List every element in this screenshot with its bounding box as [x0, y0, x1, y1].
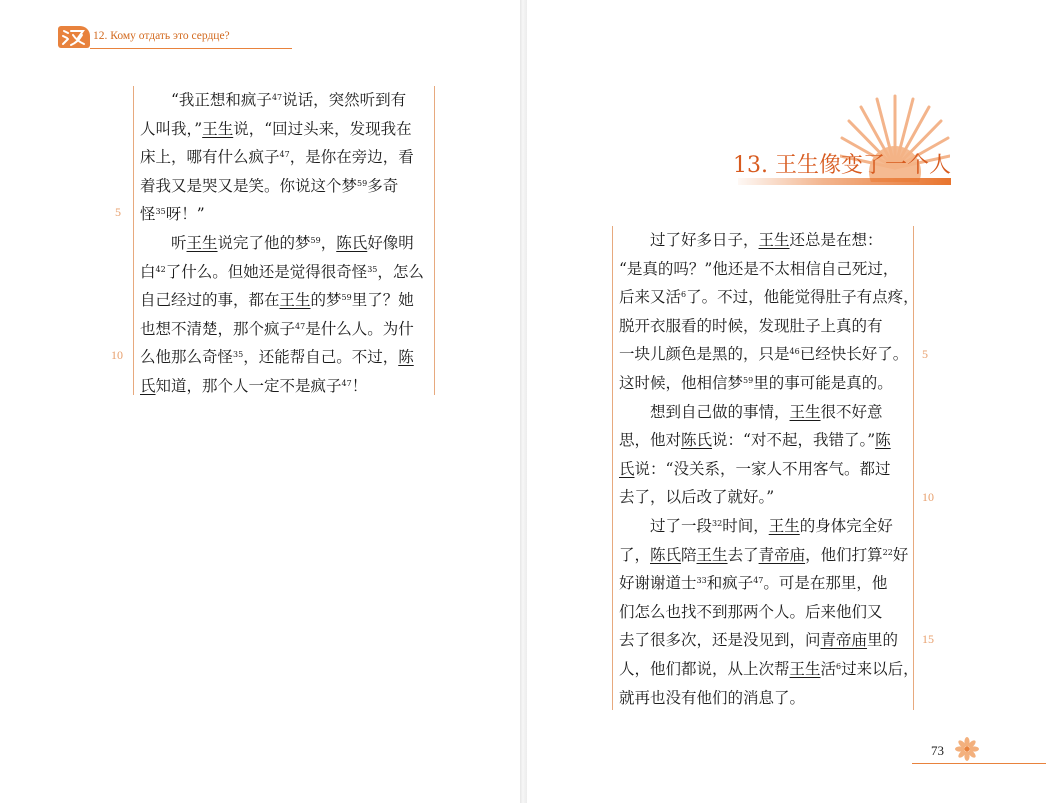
text-run: 了。不过，他能觉得肚子有点疼，: [686, 288, 919, 307]
text-run: 知道，那个人一定不是疯子: [155, 376, 342, 395]
text-run: 呀！”: [165, 205, 205, 224]
text-run: 们怎么也找不到那两个人。后来他们又: [619, 602, 883, 621]
line-number: 10: [922, 490, 934, 504]
text-run: 了什么。但她还是觉得很奇怪: [165, 262, 368, 281]
vocabulary-ref: 59: [743, 375, 754, 385]
text-run: 去了很多次，还是没见到，问: [619, 631, 821, 650]
text-run: 。可是在那里，他: [763, 574, 888, 593]
text-line: [140, 343, 426, 372]
text-run: 也想不清楚，那个疯子: [140, 319, 296, 338]
text-run: ，怎么: [377, 262, 424, 281]
text-line: [140, 86, 426, 115]
text-line: [619, 569, 905, 598]
footer-rule: [912, 763, 1046, 764]
vocabulary-ref: 47: [753, 576, 764, 586]
proper-noun: 陈: [398, 348, 414, 367]
text-run: 陪: [681, 545, 697, 564]
text-run: 说，“回过头来，发现我在: [233, 119, 412, 138]
line-number: 10: [111, 348, 123, 362]
text-run: 去了，以后改了就好。”: [619, 488, 775, 507]
text-line: [619, 483, 905, 512]
text-line: [140, 286, 426, 315]
proper-noun: 王生: [202, 119, 234, 138]
text-line: [140, 258, 426, 287]
vocabulary-ref: 47: [279, 150, 290, 160]
vocabulary-ref: 6: [836, 661, 842, 671]
text-run: 活: [820, 659, 837, 678]
text-line: [619, 655, 919, 684]
text-run: 过了好多日子，: [650, 231, 759, 249]
text-run: 想到自己做的事情，: [650, 402, 790, 421]
right-text-column: [612, 226, 919, 710]
text-line: [619, 541, 909, 570]
vocabulary-ref: 6: [681, 290, 687, 300]
flower-icon: [955, 737, 979, 761]
proper-noun: 王生: [279, 291, 311, 310]
text-line: [619, 512, 905, 541]
vocabulary-ref: 46: [789, 347, 800, 357]
proper-noun: 青帝庙: [758, 545, 806, 564]
vocabulary-ref: 47: [271, 93, 283, 102]
page-number: 73: [931, 743, 944, 758]
text-run: 人，他们都说，从上次帮: [619, 659, 790, 678]
text-line: [140, 172, 426, 201]
text-run: 说完了他的梦: [217, 233, 311, 252]
vocabulary-ref: 35: [233, 350, 244, 360]
text-run: “是真的吗？”他还是不太相信自己死过，: [619, 259, 899, 278]
text-run: 这时候，他相信梦: [619, 373, 744, 392]
text-line: [619, 226, 905, 255]
proper-noun: 王生: [789, 402, 821, 421]
text-run: 很不好意: [820, 402, 883, 421]
text-run: 好像明: [367, 233, 414, 252]
text-line: [140, 115, 426, 144]
vocabulary-ref: 35: [155, 207, 166, 217]
text-line: [619, 626, 905, 655]
text-line: [619, 255, 905, 284]
proper-noun: 陈氏: [650, 545, 682, 564]
text-run: 床上，哪有什么疯子: [140, 148, 280, 167]
text-run: ，是你在旁边，看: [289, 148, 414, 167]
text-run: 去了: [727, 545, 759, 564]
text-run: 里了？她: [351, 291, 414, 310]
text-line: [140, 315, 426, 344]
text-run: 多奇: [367, 176, 399, 195]
vocabulary-ref: 47: [341, 378, 352, 388]
vocabulary-ref: 59: [310, 235, 321, 245]
text-line: [619, 340, 909, 369]
left-page: [0, 0, 520, 803]
text-line: [619, 426, 905, 455]
text-run: 和疯子: [706, 574, 754, 593]
han-character-badge-icon: [58, 26, 90, 48]
vocabulary-ref: 22: [882, 547, 893, 557]
vocabulary-ref: 33: [696, 576, 707, 586]
text-run: 好谢谢道士: [619, 574, 697, 593]
text-line: [619, 598, 905, 627]
vocabulary-ref: 59: [341, 293, 352, 303]
text-run: 怪: [140, 205, 156, 224]
proper-noun: 氏: [619, 459, 635, 478]
text-line: [619, 398, 905, 427]
text-run: 一块儿颜色是黑的，只是: [619, 345, 790, 364]
vocabulary-ref: 47: [295, 321, 306, 331]
text-run: 听: [171, 233, 187, 252]
text-run: 了，: [619, 545, 651, 564]
proper-noun: 王生: [758, 231, 790, 249]
proper-noun: 青帝庙: [820, 631, 868, 650]
text-run: 说：“对不起，我错了。”: [712, 431, 876, 450]
text-run: ！: [351, 376, 368, 395]
text-run: 脱开衣服看的时候，发现肚子上真的有: [619, 316, 883, 335]
proper-noun: 氏: [140, 376, 156, 395]
text-run: 过了一段: [650, 516, 713, 535]
line-number: 5: [115, 205, 121, 219]
text-line: [619, 369, 905, 398]
text-run: 着我又是哭又是笑。你说这个梦: [140, 176, 358, 195]
line-number: 15: [922, 632, 934, 646]
proper-noun: 王生: [768, 516, 800, 535]
text-run: 思，他对: [619, 431, 682, 450]
text-run: 里的事可能是真的。: [753, 373, 893, 392]
text-line: [619, 455, 905, 484]
text-run: 是什么人。为什: [305, 319, 414, 338]
left-text-column: [133, 86, 435, 395]
text-line: [140, 372, 426, 401]
text-run: 说话，突然听到有: [282, 91, 407, 109]
proper-noun: 王生: [186, 233, 218, 252]
text-line: [619, 684, 905, 713]
text-run: 后来又活: [619, 288, 682, 307]
text-run: 说：“没关系，一家人不用客气。都过: [634, 459, 891, 478]
text-run: 里的: [867, 631, 899, 650]
vocabulary-ref: 42: [155, 264, 166, 274]
vocabulary-ref: 32: [712, 518, 723, 528]
chapter-title: 13. 王生像变了一个人: [733, 153, 951, 178]
chapter-title-bar: [738, 178, 951, 185]
text-line: [619, 283, 919, 312]
text-run: “我正想和疯子: [171, 91, 272, 109]
text-run: 过来以后，: [841, 659, 919, 678]
text-run: 还总是在想：: [789, 231, 883, 249]
vocabulary-ref: 59: [357, 178, 368, 188]
proper-noun: 王生: [696, 545, 728, 564]
text-run: 的身体完全好: [799, 516, 893, 535]
text-line: [140, 200, 426, 229]
chapter-heading: [730, 90, 955, 190]
text-run: 么他那么奇怪: [140, 348, 234, 367]
proper-noun: 陈氏: [336, 233, 368, 252]
proper-noun: 王生: [789, 659, 821, 678]
proper-noun: 陈: [875, 431, 891, 450]
proper-noun: 陈氏: [681, 431, 713, 450]
text-run: 就再也没有他们的消息了。: [619, 688, 806, 707]
line-number: 5: [922, 347, 928, 361]
text-run: 人叫我，”: [140, 119, 203, 138]
text-run: 时间，: [722, 516, 769, 535]
running-header-title: 12. Кому отдать это сердце?: [93, 30, 230, 42]
text-line: [140, 143, 426, 172]
text-run: 白: [140, 262, 156, 281]
text-line: [140, 229, 426, 258]
text-run: 自己经过的事，都在: [140, 291, 280, 310]
book-gutter: [520, 0, 527, 803]
text-run: 的梦: [310, 291, 342, 310]
text-run: 已经快长好了。: [799, 345, 909, 364]
text-line: [619, 312, 905, 341]
text-run: ，: [320, 233, 337, 252]
text-run: ，他们打算: [805, 545, 883, 564]
running-header-rule: [90, 48, 292, 49]
text-run: ，还能帮自己。不过，: [243, 348, 399, 367]
vocabulary-ref: 35: [367, 264, 378, 274]
text-run: 好: [892, 545, 909, 564]
